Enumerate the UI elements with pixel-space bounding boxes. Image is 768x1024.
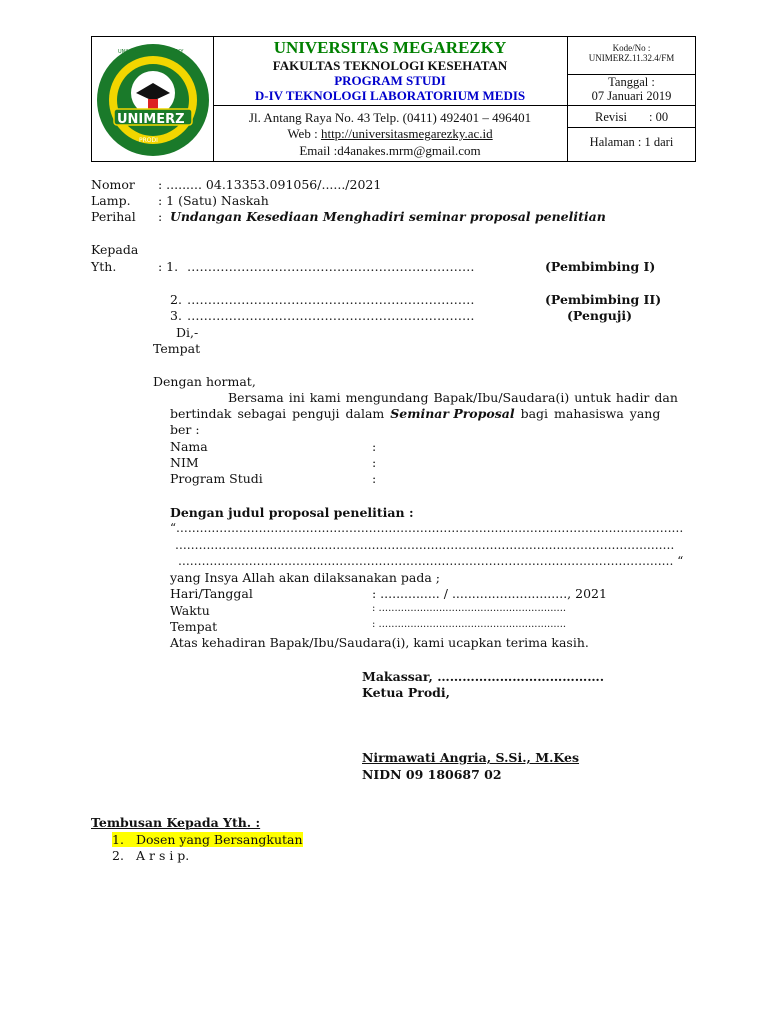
field-nim-label: NIM: [170, 455, 199, 470]
web-label: Web :: [287, 126, 321, 141]
faculty-name: FAKULTAS TEKNOLOGI KESEHATAN: [272, 58, 508, 73]
logo-bottom-text: PRODI: [139, 137, 158, 144]
recipient-1-dots: ……………………………………………………………: [187, 259, 475, 274]
perihal-colon: :: [158, 209, 163, 224]
body-line-3: ber :: [170, 422, 200, 437]
recipient-3-prefix: 3.: [170, 308, 182, 323]
judul-line-3: ……………………………………………………………………………………………………………… “: [178, 554, 684, 568]
recipient-3-dots: ……………………………………………………………: [187, 308, 475, 323]
recipient-2-dots: ……………………………………………………………: [187, 292, 475, 307]
cc-item-1-num: 1.: [112, 832, 124, 847]
sign-place: Makassar, ………………………………….: [362, 669, 605, 684]
lamp-value: : 1 (Satu) Naskah: [158, 193, 269, 208]
judul-line-2: ……………………………………………………………………………………………………………….: [175, 538, 675, 552]
tanggal-label: Tanggal :: [608, 75, 655, 89]
halaman-text: Halaman : 1 dari: [589, 135, 674, 149]
field-prodi-label: Program Studi: [170, 471, 263, 486]
schedule-hari-value: : ............... / ............................., 2021: [372, 586, 607, 601]
cc-item-2-num: 2.: [112, 848, 124, 863]
program-name: D-IV TEKNOLOGI LABORATORIUM MEDIS: [254, 88, 526, 103]
schedule-waktu-label: Waktu: [170, 603, 210, 618]
body-line-2-post: bagi mahasiswa yang: [514, 406, 661, 421]
judul-heading: Dengan judul proposal penelitian :: [170, 505, 414, 520]
sign-title: Ketua Prodi,: [362, 685, 451, 700]
university-name: UNIVERSITAS MEGAREZKY: [273, 38, 507, 57]
tempat-label: Tempat: [153, 341, 201, 356]
logo-name: UNIMERZ: [117, 112, 185, 127]
body-line-1: Bersama ini kami mengundang Bapak/Ibu/Saudara(i) untuk hadir dan: [228, 390, 678, 405]
revisi-value: : 00: [649, 110, 669, 124]
recipient-1-role: (Pembimbing I): [545, 259, 656, 274]
field-nama-colon: :: [372, 439, 377, 454]
cc-heading: Tembusan Kepada Yth. :: [91, 815, 261, 830]
body-line-2: [170, 406, 660, 421]
kode-label: Kode/No :: [612, 43, 651, 53]
tanggal-value: 07 Januari 2019: [591, 89, 672, 103]
body-line-2-pre: bertindak sebagai penguji dalam: [170, 406, 391, 421]
greeting: Dengan hormat,: [153, 374, 256, 389]
signatory-nidn: NIDN 09 180687 02: [362, 767, 502, 782]
kepada-label: Kepada: [91, 242, 139, 257]
field-nama-label: Nama: [170, 439, 208, 454]
program-label: PROGRAM STUDI: [334, 73, 446, 88]
address-text: Jl. Antang Raya No. 43 Telp. (0411) 492401 – 496401: [248, 110, 532, 125]
recipient-3-role: (Penguji): [567, 308, 633, 323]
cc-item-1: [112, 832, 303, 847]
schedule-waktu-value: : ...........................................................: [372, 603, 567, 614]
cc-item-2-text: A r s i p.: [136, 848, 190, 863]
cc-item-1-text: Dosen yang Bersangkutan: [136, 832, 303, 847]
recipient-2-role: (Pembimbing II): [545, 292, 662, 307]
kode-value: UNIMERZ.11.32.4/FM: [588, 53, 675, 63]
recipient-2-prefix: 2.: [170, 292, 182, 307]
cc-item-2: [112, 848, 189, 863]
signatory-name: Nirmawati Angria, S.Si., M.Kes: [362, 750, 580, 765]
web-line: [213, 126, 567, 142]
schedule-hari-label: Hari/Tanggal: [170, 586, 253, 601]
logo-ring-text: FAKULTAS TEKNOLOGI KESEHATAN: [101, 39, 187, 45]
nomor-label: Nomor: [91, 177, 135, 192]
email-text: Email :d4anakes.mrm@gmail.com: [299, 143, 481, 158]
schedule-intro: yang Insya Allah akan dilaksanakan pada ;: [170, 570, 440, 585]
field-nim-colon: :: [372, 455, 377, 470]
seminar-proposal-emphasis: Seminar Proposal: [390, 406, 515, 421]
closing-text: Atas kehadiran Bapak/Ibu/Saudara(i), kami ucapkan terima kasih.: [170, 635, 589, 650]
di-label: Di,-: [176, 325, 199, 340]
lamp-label: Lamp.: [91, 193, 131, 208]
schedule-tempat-label: Tempat: [170, 619, 218, 634]
perihal-label: Perihal: [91, 209, 136, 224]
yth-label: Yth.: [91, 259, 117, 274]
judul-line-1: “…………………………………………………………………………………………………………………: [170, 521, 684, 535]
logo-inner-text: UNIVERSITAS MEGAREZKY: [118, 49, 184, 55]
web-link[interactable]: http://universitasmegarezky.ac.id: [320, 126, 493, 141]
recipient-1-prefix: : 1.: [158, 259, 179, 274]
revisi-label: Revisi: [595, 110, 627, 124]
letterhead-table: [91, 36, 696, 162]
field-prodi-colon: :: [372, 471, 377, 486]
perihal-value: Undangan Kesediaan Menghadiri seminar proposal penelitian: [170, 209, 606, 224]
schedule-tempat-value: : ...........................................................: [372, 619, 567, 630]
nomor-value: : ......... 04.13353.091056/....../2021: [158, 177, 382, 192]
